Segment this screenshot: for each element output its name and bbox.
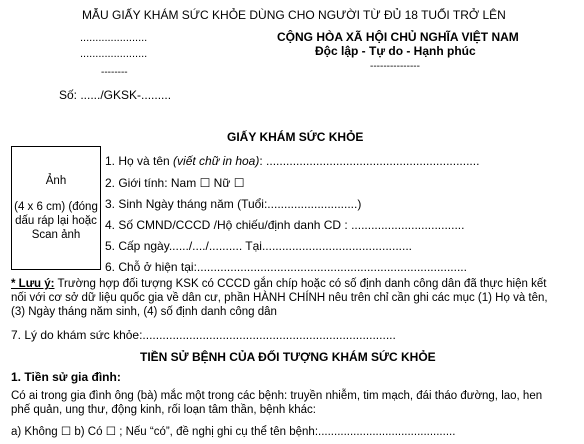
field-residence: 6. Chỗ ở hiện tại:.................................................................................: [105, 260, 467, 274]
field-exam-reason: 7. Lý do khám sức khỏe:............................................................................: [11, 328, 396, 342]
full-name-dots: : ................................................................: [259, 154, 480, 168]
full-name-hint: (viết chữ in hoa): [173, 154, 260, 168]
note-label: * Lưu ý:: [11, 278, 55, 290]
photo-size-label: (4 x 6 cm) (đóng: [14, 201, 98, 213]
photo-stamp-label: dấu ráp lại hoặc: [15, 215, 97, 227]
org-separator: --------: [101, 67, 128, 78]
note-text-1: Trường hợp đối tượng KSK có CCCD gắn chíp hoặc có số định danh công dân đã thực hiện kết: [54, 278, 547, 290]
family-history-text-1: Có ai trong gia đình ông (bà) mắc một trong các bệnh: truyền nhiễm, tim mạch, đái tháo đường, lao, hen: [11, 390, 543, 402]
org-name-line-1: ......................: [80, 32, 148, 44]
family-history-answer: a) Không ☐ b) Có ☐ ; Nếu “có”, đề nghị ghi cụ thể tên bệnh:...........................................: [11, 426, 456, 438]
motto-separator: ---------------: [370, 61, 420, 72]
note-line-1: [11, 277, 546, 291]
org-name-line-2: ......................: [80, 48, 148, 60]
family-history-text-2: phế quản, ung thư, động kinh, rối loạn tâm thần, bệnh khác:: [11, 404, 316, 416]
nation-heading: CỘNG HÒA XÃ HỘI CHỦ NGHĨA VIỆT NAM: [277, 30, 519, 44]
family-history-heading: 1. Tiền sử gia đình:: [11, 370, 121, 384]
form-title: MẪU GIẤY KHÁM SỨC KHỎE DÙNG CHO NGƯỜI TỪ ĐỦ 18 TUỔI TRỞ LÊN: [82, 8, 506, 22]
note-line-3: (3) Ngày tháng năm sinh, (4) số định danh công dân: [11, 306, 277, 318]
full-name-label: 1. Họ và tên: [105, 154, 174, 168]
note-line-2: nối với cơ sở dữ liệu quốc gia về dân cư, phần HÀNH CHÍNH nêu trên chỉ cần ghi các mục (1) Họ và tên,: [11, 292, 548, 304]
certificate-number: Số: ....../GKSK-.........: [59, 88, 172, 102]
photo-label: Ảnh: [45, 175, 67, 187]
field-full-name: [105, 154, 479, 168]
field-gender: 2. Giới tính: Nam ☐ Nữ ☐: [105, 176, 245, 190]
history-title: TIỀN SỬ BỆNH CỦA ĐỐI TƯỢNG KHÁM SỨC KHỎE: [140, 350, 436, 364]
field-id-number: 4. Số CMND/CCCD /Hộ chiếu/định danh CD : ..................................: [105, 218, 465, 232]
field-issue-date: 5. Cấp ngày....../..../.......... Tại.............................................: [105, 239, 412, 253]
field-birth-date: 3. Sinh Ngày tháng năm (Tuổi:...........................): [105, 197, 362, 211]
photo-scan-label: Scan ảnh: [31, 229, 81, 241]
photo-placeholder-box: [11, 146, 101, 270]
document-title: GIẤY KHÁM SỨC KHỎE: [227, 130, 364, 144]
nation-motto: Độc lập - Tự do - Hạnh phúc: [315, 44, 476, 58]
